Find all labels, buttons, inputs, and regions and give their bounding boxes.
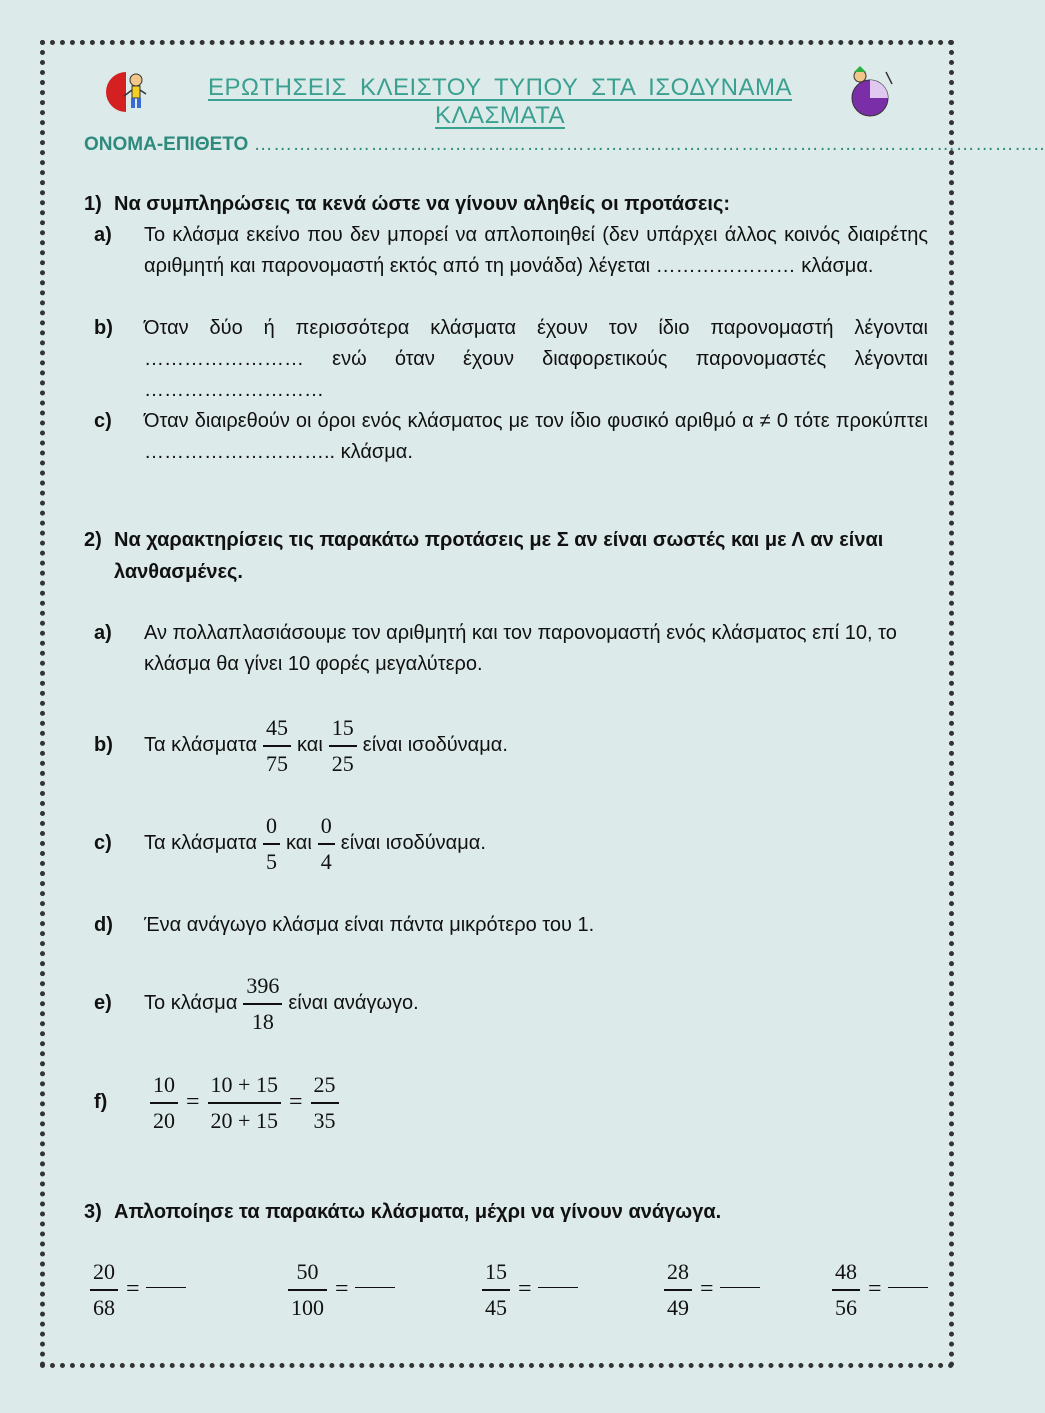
fraction xyxy=(263,714,291,778)
item-label: b) xyxy=(94,317,113,339)
question-2-heading xyxy=(84,524,932,588)
item-text-pre: Τα κλάσματα xyxy=(144,734,258,757)
question-1-heading xyxy=(84,188,932,220)
numerator: 0 xyxy=(266,813,278,838)
worksheet-title: ΕΡΩΤΗΣΕΙΣ ΚΛΕΙΣΤΟΥ ΤΥΠΟΥ ΣΤΑ ΙΣΟΔΥΝΑΜΑ ΚΛΑΣΜΑΤΑ xyxy=(208,74,792,129)
q2-item-a xyxy=(94,618,928,680)
question-prompt: Να συμπληρώσεις τα κενά ώστε να γίνουν αληθείς οι προτάσεις: xyxy=(114,193,731,215)
numerator: 10 + 15 xyxy=(210,1072,278,1097)
question-prompt: Απλοποίησε τα παρακάτω κλάσματα, μέχρι να γίνουν ανάγωγα. xyxy=(114,1201,722,1223)
item-label: c) xyxy=(94,832,112,855)
numerator: 50 xyxy=(296,1259,319,1284)
fraction xyxy=(288,1258,327,1322)
numerator: 48 xyxy=(835,1259,857,1284)
fraction xyxy=(90,1258,118,1322)
equals-sign: = xyxy=(868,1276,882,1303)
item-text: Το κλάσμα εκείνο που δεν μπορεί να απλοποιηθεί (δεν υπάρχει άλλος κοινός διαιρέτης αριθμητή και παρονομαστή εκτός από τη μονάδα) λέγεται ………………… κλάσμα. xyxy=(144,224,928,277)
answer-blank[interactable] xyxy=(355,1287,395,1288)
simplify-item[interactable] xyxy=(84,1258,186,1322)
denominator: 20 + 15 xyxy=(210,1107,278,1133)
item-text-post: είναι ισοδύναμα. xyxy=(362,734,508,757)
denominator: 4 xyxy=(320,848,332,874)
fraction xyxy=(208,1071,281,1135)
item-label: e) xyxy=(94,992,112,1015)
fraction xyxy=(664,1258,692,1322)
q2-item-b xyxy=(94,714,508,778)
item-label: b) xyxy=(94,734,113,757)
q2-item-f xyxy=(94,1071,345,1135)
numerator: 25 xyxy=(313,1072,336,1097)
fraction xyxy=(482,1258,510,1322)
denominator: 56 xyxy=(835,1294,857,1320)
numerator: 28 xyxy=(667,1259,689,1284)
simplify-item[interactable] xyxy=(658,1258,760,1322)
question-prompt-line1: Να χαρακτηρίσεις τις παρακάτω προτάσεις με Σ αν είναι σωστές και με Λ αν είναι xyxy=(114,529,884,551)
item-text-post: είναι ισοδύναμα. xyxy=(340,832,486,855)
numerator: 15 xyxy=(331,715,354,740)
item-text-pre: Τα κλάσματα xyxy=(144,832,258,855)
worksheet-header xyxy=(100,66,900,129)
fraction xyxy=(318,812,335,876)
item-text: Αν πολλαπλασιάσουμε τον αριθμητή και τον παρονομαστή ενός κλάσματος επί 10, το κλάσμα θα γίνει 10 φορές μεγαλύτερο. xyxy=(144,622,897,675)
child-fraction-circle-icon xyxy=(846,66,900,118)
denominator: 25 xyxy=(331,750,354,776)
item-text: Ένα ανάγωγο κλάσμα είναι πάντα μικρότερο του 1. xyxy=(144,914,595,936)
item-label: f) xyxy=(94,1091,108,1114)
item-text: Όταν δύο ή περισσότερα κλάσματα έχουν τον ίδιο παρονομαστή λέγονται …………………… ενώ όταν έχουν διαφορετικούς παρονομαστές λέγονται ……………………… xyxy=(144,317,928,401)
item-text-mid: και xyxy=(297,734,323,757)
denominator: 68 xyxy=(93,1294,115,1320)
q1-item-a xyxy=(94,220,928,282)
question-number: 1) xyxy=(84,193,102,215)
item-text: Όταν διαιρεθούν οι όροι ενός κλάσματος με τον ίδιο φυσικό αριθμό α ≠ 0 τότε προκύπτει ……………………….. κλάσμα. xyxy=(144,410,928,463)
equals-sign: = xyxy=(186,1089,200,1116)
denominator: 75 xyxy=(266,750,289,776)
numerator: 10 xyxy=(153,1072,175,1097)
fraction xyxy=(329,714,357,778)
denominator: 5 xyxy=(266,848,278,874)
numerator: 15 xyxy=(485,1259,507,1284)
question-number: 2) xyxy=(84,529,102,551)
denominator: 35 xyxy=(313,1107,336,1133)
answer-blank[interactable] xyxy=(720,1287,760,1288)
fraction xyxy=(243,972,282,1036)
student-name-field[interactable] xyxy=(84,134,1045,156)
denominator: 18 xyxy=(251,1008,274,1034)
question-prompt-line2: λανθασμένες. xyxy=(114,561,243,583)
question-3-heading xyxy=(84,1196,932,1228)
denominator: 100 xyxy=(291,1294,324,1320)
item-label: a) xyxy=(94,224,112,246)
simplify-exercises xyxy=(84,1258,934,1328)
item-text-mid: και xyxy=(286,832,312,855)
answer-blank[interactable] xyxy=(146,1287,186,1288)
numerator: 0 xyxy=(320,813,332,838)
simplify-item[interactable] xyxy=(282,1258,395,1322)
equals-sign: = xyxy=(335,1276,349,1303)
q2-item-e xyxy=(94,972,419,1036)
equals-sign: = xyxy=(288,1089,303,1116)
simplify-item[interactable] xyxy=(476,1258,578,1322)
numerator: 396 xyxy=(246,973,280,998)
item-label: a) xyxy=(94,622,112,644)
question-number: 3) xyxy=(84,1201,102,1223)
item-label: c) xyxy=(94,410,112,432)
numerator: 20 xyxy=(93,1259,115,1284)
fraction xyxy=(150,1071,178,1135)
simplify-item[interactable] xyxy=(826,1258,928,1322)
equals-sign: = xyxy=(700,1276,714,1303)
q1-item-b xyxy=(94,313,928,406)
q2-item-d xyxy=(94,910,928,941)
q2-item-c xyxy=(94,812,486,876)
numerator: 45 xyxy=(266,715,289,740)
answer-blank[interactable] xyxy=(888,1287,928,1288)
item-label: d) xyxy=(94,914,113,936)
child-pie-icon xyxy=(100,66,154,118)
denominator: 49 xyxy=(667,1294,689,1320)
item-text-post: είναι ανάγωγο. xyxy=(288,992,419,1015)
fraction xyxy=(311,1071,339,1135)
fraction xyxy=(832,1258,860,1322)
fraction xyxy=(263,812,280,876)
item-text-pre: Το κλάσμα xyxy=(144,992,238,1015)
name-label: ΟΝΟΜΑ-ΕΠΙΘΕΤΟ xyxy=(84,134,249,155)
name-dots: ………………………………………………………………………………………………………….. xyxy=(253,134,1045,155)
equals-sign: = xyxy=(518,1276,532,1303)
q1-item-c xyxy=(94,406,928,468)
answer-blank[interactable] xyxy=(538,1287,578,1288)
denominator: 45 xyxy=(485,1294,507,1320)
equals-sign: = xyxy=(126,1276,140,1303)
denominator: 20 xyxy=(153,1107,175,1133)
